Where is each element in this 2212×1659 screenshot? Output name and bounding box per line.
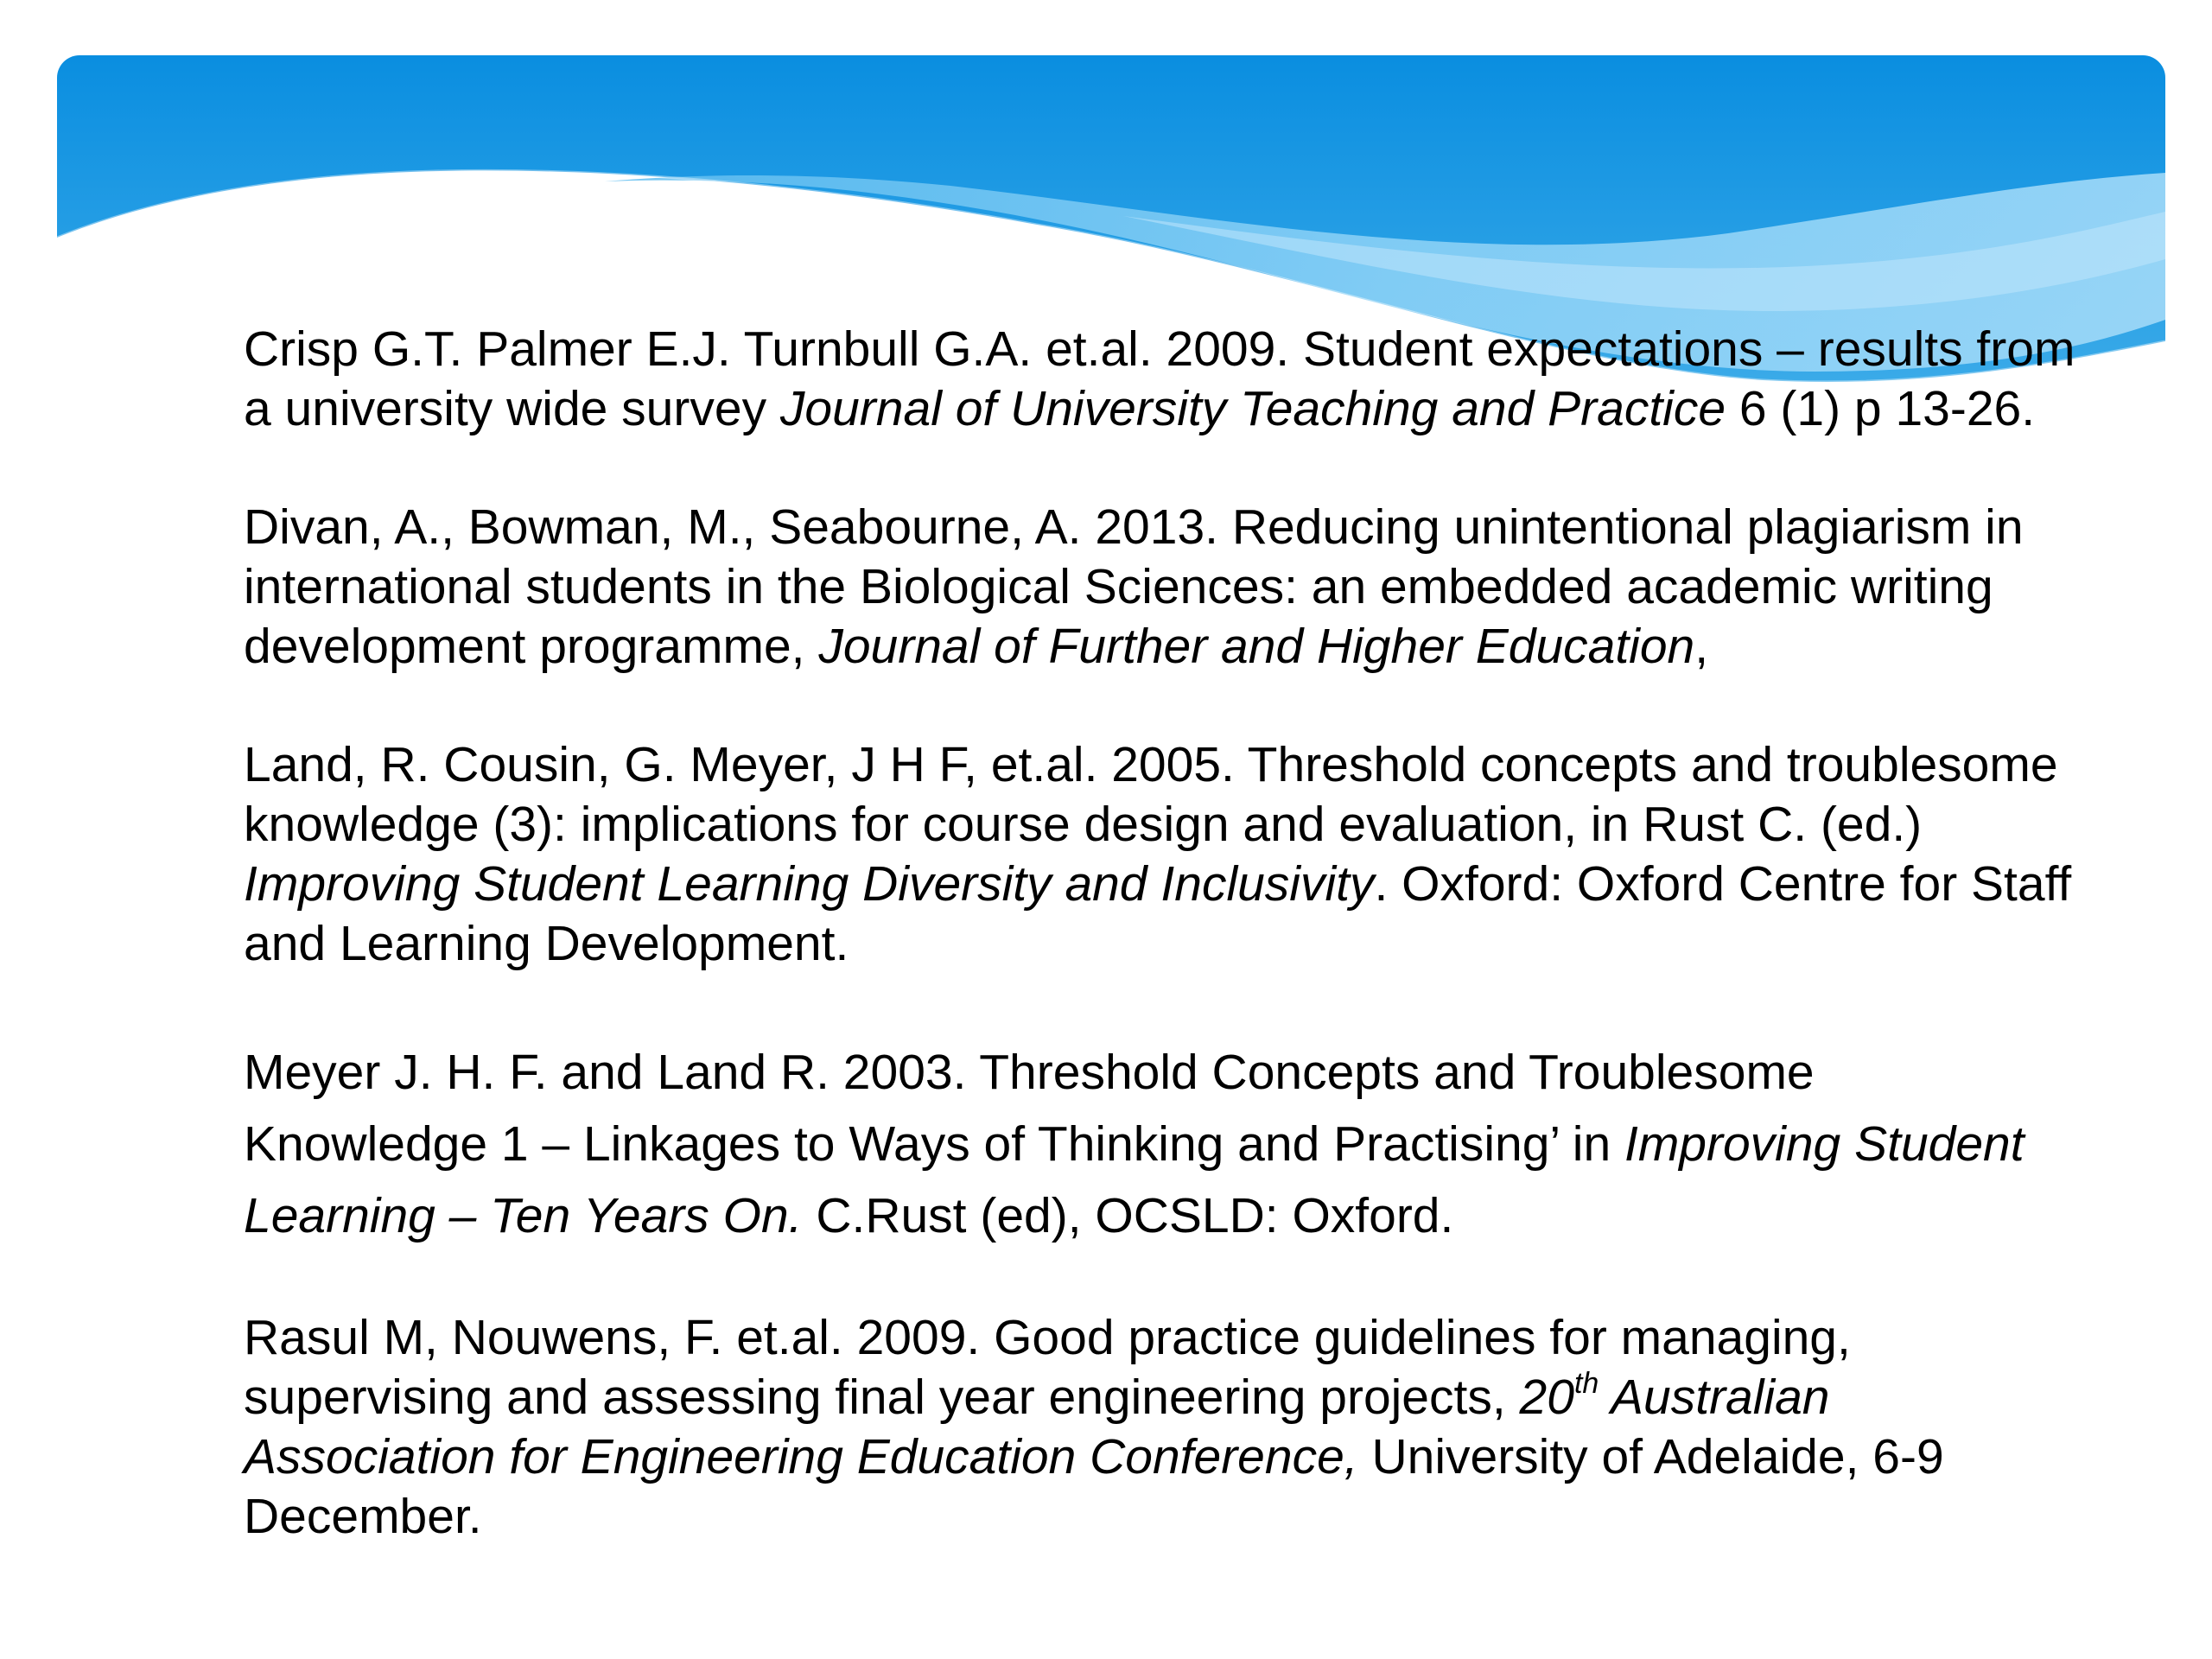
reference-text: Divan, A., Bowman, M., Seabourne, A. 2013. Reducing unintentional plagiarism in [244, 499, 2024, 555]
reference-text: knowledge (3): implications for course design and evaluation, in Rust C. (ed.) [244, 797, 1923, 852]
reference-line [244, 379, 2075, 439]
reference-text: Land, R. Cousin, G. Meyer, J H F, et.al. 2005. Threshold concepts and troublesome [244, 737, 2058, 792]
reference-line [244, 1427, 1944, 1487]
reference-line [244, 320, 2075, 379]
journal-title: Journal of University Teaching and Practice [779, 381, 1726, 436]
book-title: Improving Student Learning Diversity and Inclusivity [244, 856, 1375, 912]
conference-title [1519, 1367, 1830, 1425]
reference-text: December. [244, 1489, 482, 1544]
conference-number: 20 [1519, 1370, 1574, 1425]
reference-text: supervising and assessing final year engineering projects, [244, 1370, 1520, 1425]
reference-rasul [244, 1308, 1944, 1547]
reference-text: Crisp G.T. Palmer E.J. Turnbull G.A. et.al. 2009. Student expectations – results from [244, 321, 2075, 377]
reference-divan [244, 498, 2024, 677]
reference-line [244, 1109, 2024, 1180]
reference-text: . Oxford: Oxford Centre for Staff [1374, 856, 2072, 912]
ordinal-suffix: th [1573, 1367, 1599, 1400]
reference-line [244, 1487, 1944, 1547]
reference-line [244, 795, 2071, 855]
book-title: Improving Student [1624, 1116, 2024, 1172]
reference-text: 6 (1) p 13-26. [1726, 381, 2036, 436]
reference-line [244, 498, 2024, 557]
reference-text: and Learning Development. [244, 916, 849, 971]
reference-line [244, 1180, 2024, 1252]
reference-text: international students in the Biological Sciences: an embedded academic writing [244, 559, 1993, 614]
reference-text: a university wide survey [244, 381, 780, 436]
reference-text: Knowledge 1 – Linkages to Ways of Thinking and Practising’ in [244, 1116, 1624, 1172]
reference-text: , [1694, 619, 1709, 674]
reference-text: development programme, [244, 619, 819, 674]
book-title: Learning – Ten Years On. [244, 1188, 803, 1243]
reference-text: Rasul M, Nouwens, F. et.al. 2009. Good practice guidelines for managing, [244, 1310, 1851, 1365]
reference-text: Meyer J. H. F. and Land R. 2003. Threshold Concepts and Troublesome [244, 1045, 1815, 1100]
reference-line [244, 1368, 1944, 1427]
reference-line [244, 1308, 1944, 1368]
reference-line [244, 617, 2024, 677]
reference-line [244, 914, 2071, 974]
reference-text: University of Adelaide, 6-9 [1357, 1429, 1944, 1484]
reference-line [244, 557, 2024, 617]
reference-text: C.Rust (ed), OCSLD: Oxford. [802, 1188, 1454, 1243]
reference-meyer [244, 1037, 2024, 1252]
reference-line [244, 1037, 2024, 1109]
reference-crisp [244, 320, 2075, 439]
journal-title: Journal of Further and Higher Education [818, 619, 1695, 674]
conference-title-text: Australian [1599, 1370, 1830, 1425]
reference-land [244, 735, 2071, 974]
reference-line [244, 735, 2071, 795]
conference-title: Association for Engineering Education Conference, [244, 1429, 1358, 1484]
reference-line [244, 855, 2071, 914]
